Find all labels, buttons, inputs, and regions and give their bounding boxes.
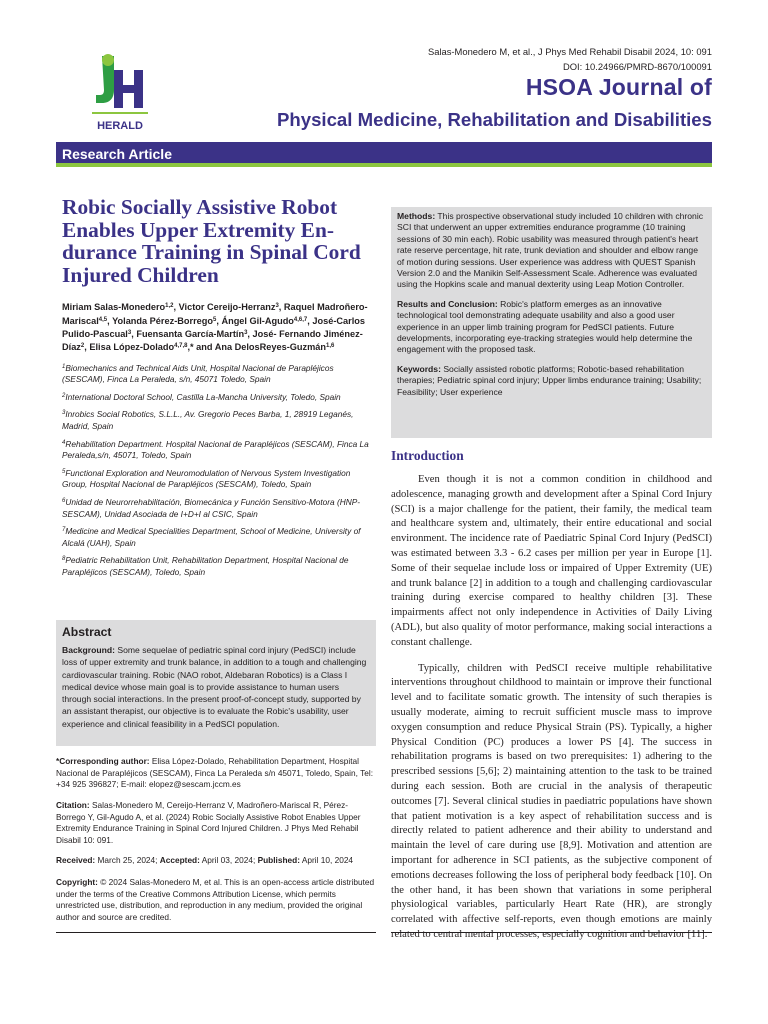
author-affiliation-ref: 5	[213, 316, 217, 323]
affiliation-item	[62, 439, 376, 462]
author-separator: ,	[247, 328, 253, 339]
affiliation-text: Rehabilitation Department. Hospital Nacional de Parapléjicos (SESCAM), Finca La Peraleda,s/n, 45071, Toledo, Spain	[62, 438, 369, 461]
citation-line: Salas-Monedero M, et al., J Phys Med Rehabil Disabil 2024, 10: 091	[427, 46, 712, 57]
abstract-box	[56, 620, 376, 746]
affiliation-text: Medicine and Medical Specialities Department, School of Medicine, University of Alcalá (UAH), Spain	[62, 526, 361, 548]
author-separator: ,	[131, 328, 137, 339]
accepted-date: April 03, 2024;	[199, 855, 258, 865]
keywords-paragraph	[397, 364, 706, 398]
results-paragraph	[397, 299, 706, 356]
affiliation-text: Functional Exploration and Neuromodulation of Nervous System Investigation Group, Hospital Nacional de Parapléjicos (SESCAM), Toledo, Spain	[62, 467, 351, 490]
affiliation-text: International Doctoral School, Castilla La-Mancha University, Toledo, Spain	[65, 391, 341, 402]
affiliation-number: 8	[62, 556, 66, 563]
abstract-heading: Abstract	[62, 625, 112, 639]
copyright-label: Copyright:	[56, 877, 98, 887]
journal-subtitle: Physical Medicine, Rehabilitation and Disabilities	[276, 109, 712, 130]
results-text: Robic's platform emerges as an innovative technological tool demonstrating adequate usability and also a good user experience in an upper limb training program for PedSCI patients. Future developments, incorporating eye-tracking strategies would help determine the engagement with the proposed task.	[397, 298, 693, 355]
author-separator: ,	[84, 342, 90, 353]
keywords-text: Socially assisted robotic platforms; Robotic-based rehabilitation therapies; Pediatric spinal cord injury; Upper limbs endurance training; Usability; Feasibility; User experience	[397, 363, 702, 397]
affiliation-number: 6	[62, 497, 66, 504]
author-affiliation-ref: 4,7,8	[174, 343, 188, 350]
affiliation-item	[62, 497, 376, 520]
author-name: José- Fernando Jiménez-Díaz	[62, 328, 363, 353]
received-label: Received:	[56, 855, 96, 865]
author-name: José-Carlos Pulido-Pascual	[62, 315, 365, 339]
citation-label: Citation:	[56, 800, 90, 810]
affiliation-item	[62, 468, 376, 491]
abstract-continuation-box	[391, 207, 712, 438]
affiliation-item	[62, 555, 376, 578]
left-column	[56, 196, 376, 578]
citation-block	[56, 800, 376, 846]
author-name: Elisa López-Dolado	[89, 342, 175, 353]
introduction-body	[391, 473, 712, 943]
author-name: Yolanda Pérez-Borrego	[112, 315, 213, 326]
affiliation-item	[62, 526, 376, 549]
logo-text: HERALD	[97, 120, 143, 132]
affiliation-item	[62, 392, 376, 404]
article-title: Robic Socially Assistive Robot Enables Upper Extremity En- durance Training in Spinal Cord Injured Children	[62, 195, 361, 287]
author-separator: ,	[107, 315, 113, 326]
doi-line[interactable]: DOI: 10.24966/PMRD-8670/100091	[562, 61, 712, 72]
affiliation-number: 2	[62, 392, 66, 399]
abstract-background	[62, 644, 370, 730]
affiliation-item	[62, 363, 376, 386]
affiliation-text: Inrobics Social Robotics, S.L.L., Av. Gregorio Peces Barba, 1, 28919 Leganés, Madrid, Spain	[62, 409, 354, 431]
author-affiliation-ref: 3	[244, 329, 248, 336]
copyright-text: © 2024 Salas-Monedero M, et al. This is an open-access article distributed under the terms of the Creative Commons Attribution License, which permits unrestricted use, distribution, and reproduction in any medium, provided the original author and source are credited.	[56, 877, 375, 922]
background-text: Some sequelae of pediatric spinal cord injury (PedSCI) include loss of upper extremity and trunk balance, in addition to a tough and challenging cardiovascular training. Robic (NAO robot, Aldebaran Robotics) is a Class I medical device whose main goal is to provide assistance to human users through social interactions. In the present proof-of-concept study, supported by an assistant therapist, our objective is to evaluate the Robic's usability, user experience and clinical feasibility in a PedSCI population.	[62, 645, 367, 729]
author-name: Raquel Madroñero-Mariscal	[62, 302, 368, 326]
intro-paragraph: Even though it is not a common condition in childhood and adolescence, managing growth and development after a Spinal Cord Injury (SCI) is a major challenge for the patient, their family, the medical team and healthcare system and, ultimately, their entire educational and social environment. The incidence rate of Paediatric Spinal Cord Injury (PedSCI) was estimated between 3.3 - 6.2 cases per million per year in Europe [1]. Some of their sequelae include loss or impaired of Upper Extremity (UE) and trunk balance [2] in addition to a tough and challenging cardiovascular training during exercise compared to healthy children [3]. These impairments affect not only independence in Activities of Daily Living (ADL), but also quality of motor performance, making social interactions a constant challenge.	[391, 474, 712, 648]
running-citation	[428, 44, 712, 74]
author-affiliation-ref: 3	[127, 329, 132, 336]
keywords-label: Keywords:	[397, 363, 441, 374]
author-separator: ,	[173, 302, 179, 313]
author-name: Fuensanta García-Martín	[136, 328, 245, 339]
methods-paragraph	[397, 211, 706, 291]
corr-text: Elisa López-Dolado, Rehabilitation Department, Hospital Nacional de Parapléjicos (SESCAM), Finca La Peraleda s/n 45071, Toledo, Spain, Tel: +34 925 396827; E-mail: elopez@sescam.jccm.es	[56, 756, 373, 789]
affiliation-number: 7	[62, 527, 66, 534]
corr-label: *Corresponding author:	[56, 756, 150, 766]
author-affiliation-ref: 4,6,7	[293, 316, 308, 323]
left-divider	[56, 932, 376, 933]
affiliation-number: 4	[62, 439, 66, 446]
article-type-label: Research Article	[62, 146, 172, 162]
results-label: Results and Conclusion:	[397, 298, 498, 309]
affiliation-list	[56, 363, 376, 579]
accepted-label: Accepted:	[159, 855, 200, 865]
methods-text: This prospective observational study included 10 children with chronic SCI that underwent an upper extremities endurance programme (10 training sessions of 30 min each). Robic usability was measured through patient's heart rate reserve percentage, hit rate, trunk deviation and shoulder and elbow range of motion during sessions. User experience was address with QUEST Spanish Version 2.0 and the Manikin Self-Assessment Scale. Adherence was evaluated using the Hopkins scale and manual dexterity using Leap Motion Controller.	[397, 211, 704, 290]
affiliation-text: Pediatric Rehabilitation Unit, Rehabilitation Department, Hospital Nacional de Parapléjicos (SESCAM), Toledo, Spain	[62, 555, 349, 577]
published-label: Published:	[257, 855, 300, 865]
author-affiliation-ref: 3	[275, 303, 279, 310]
author-name: Ángel Gil-Agudo	[221, 315, 294, 326]
author-separator: ,	[307, 315, 313, 326]
author-name: Victor Cereijo-Herranz	[178, 302, 276, 313]
introduction-heading: Introduction	[391, 448, 464, 463]
author-name: Miriam Salas-Monedero	[62, 302, 166, 313]
affiliation-number: 3	[62, 410, 66, 417]
author-separator: ,	[278, 302, 284, 313]
author-affiliation-ref: 1,6	[326, 343, 335, 350]
received-date: March 25, 2024;	[95, 855, 160, 865]
corresponding-author	[56, 756, 376, 791]
dates-line	[56, 855, 376, 867]
affiliation-item	[62, 409, 376, 432]
intro-paragraph: Typically, children with PedSCI receive multiple rehabilitative interventions throughout childhood to maintain or improve their functional level and to facilitate somatic growth. The intensity of such therapies is usually moderate, aiming to recruit sufficient muscle mass to improve oxygen consumption and reduce Physical Strain (PS). Typically, a higher Physical Condition (PC) produces a lower PS [4]. The success in rehabilitation programs is based on two prerequisites: 1) adhering to the prescribed sessions [5,6]; 2) maintaining attention to the task to be trained during each session. Both are crucial in the analysis of therapeutic outcomes [7]. Several clinical studies in paediatric populations have shown that patient motivation is a key aspect of rehabilitation success and is directly related to patient adherence and their ability to understand and maintain the level of care during use [8,9]. Motivation and attention are important for adherence in SCI patients, as the subjective component of emotions decreases following the loss of peripheral body feedback [10]. On the other hand, it has been shown that variations in some peripheral physiological variables, particularly Heart Rate (HR), are strongly correlated with affective self-reports, even though emotions are mainly related to central mental processes, especially cognition and behavior [11].	[391, 662, 712, 940]
author-separator: ,* and	[187, 342, 215, 353]
author-affiliation-ref: 1,2	[165, 303, 174, 310]
author-name: Ana DelosReyes-Guzmán	[214, 342, 327, 353]
affiliation-text: Unidad de Neurorrehabilitación, Biomecánica y Función Sensitivo-Motora (HNP-SESCAM), Unidad Asociada de I+D+I al CSIC, Spain	[62, 496, 361, 519]
affiliation-number: 5	[62, 468, 66, 475]
journal-title: HSOA Journal of	[525, 74, 712, 100]
author-list	[62, 301, 376, 354]
methods-label: Methods:	[397, 211, 436, 221]
author-separator: ,	[216, 315, 222, 326]
article-type-banner	[56, 142, 712, 167]
background-label: Background:	[62, 645, 115, 655]
right-divider	[391, 932, 712, 933]
published-date: April 10, 2024	[300, 855, 354, 865]
affiliation-number: 1	[62, 363, 66, 370]
citation-text: Salas-Monedero M, Cereijo-Herranz V, Madroñero-Mariscal R, Pérez-Borrego Y, Gil-Agudo A, et al. (2024) Robic Socially Assistive Robot Enables Upper Extremity Endurance Training in Spinal Cord Injured Children. J Phys Med Rehabil Disabil 10: 091.	[56, 800, 361, 845]
author-affiliation-ref: 2	[80, 343, 85, 350]
herald-logo	[88, 52, 152, 134]
author-affiliation-ref: 4,5	[98, 316, 108, 323]
affiliation-text: Biomechanics and Technical Aids Unit, Hospital Nacional de Parapléjicos (SESCAM), Finca La Peraleda, s/n, 45071 Toledo, Spain	[62, 362, 334, 385]
copyright-notice	[56, 877, 376, 923]
